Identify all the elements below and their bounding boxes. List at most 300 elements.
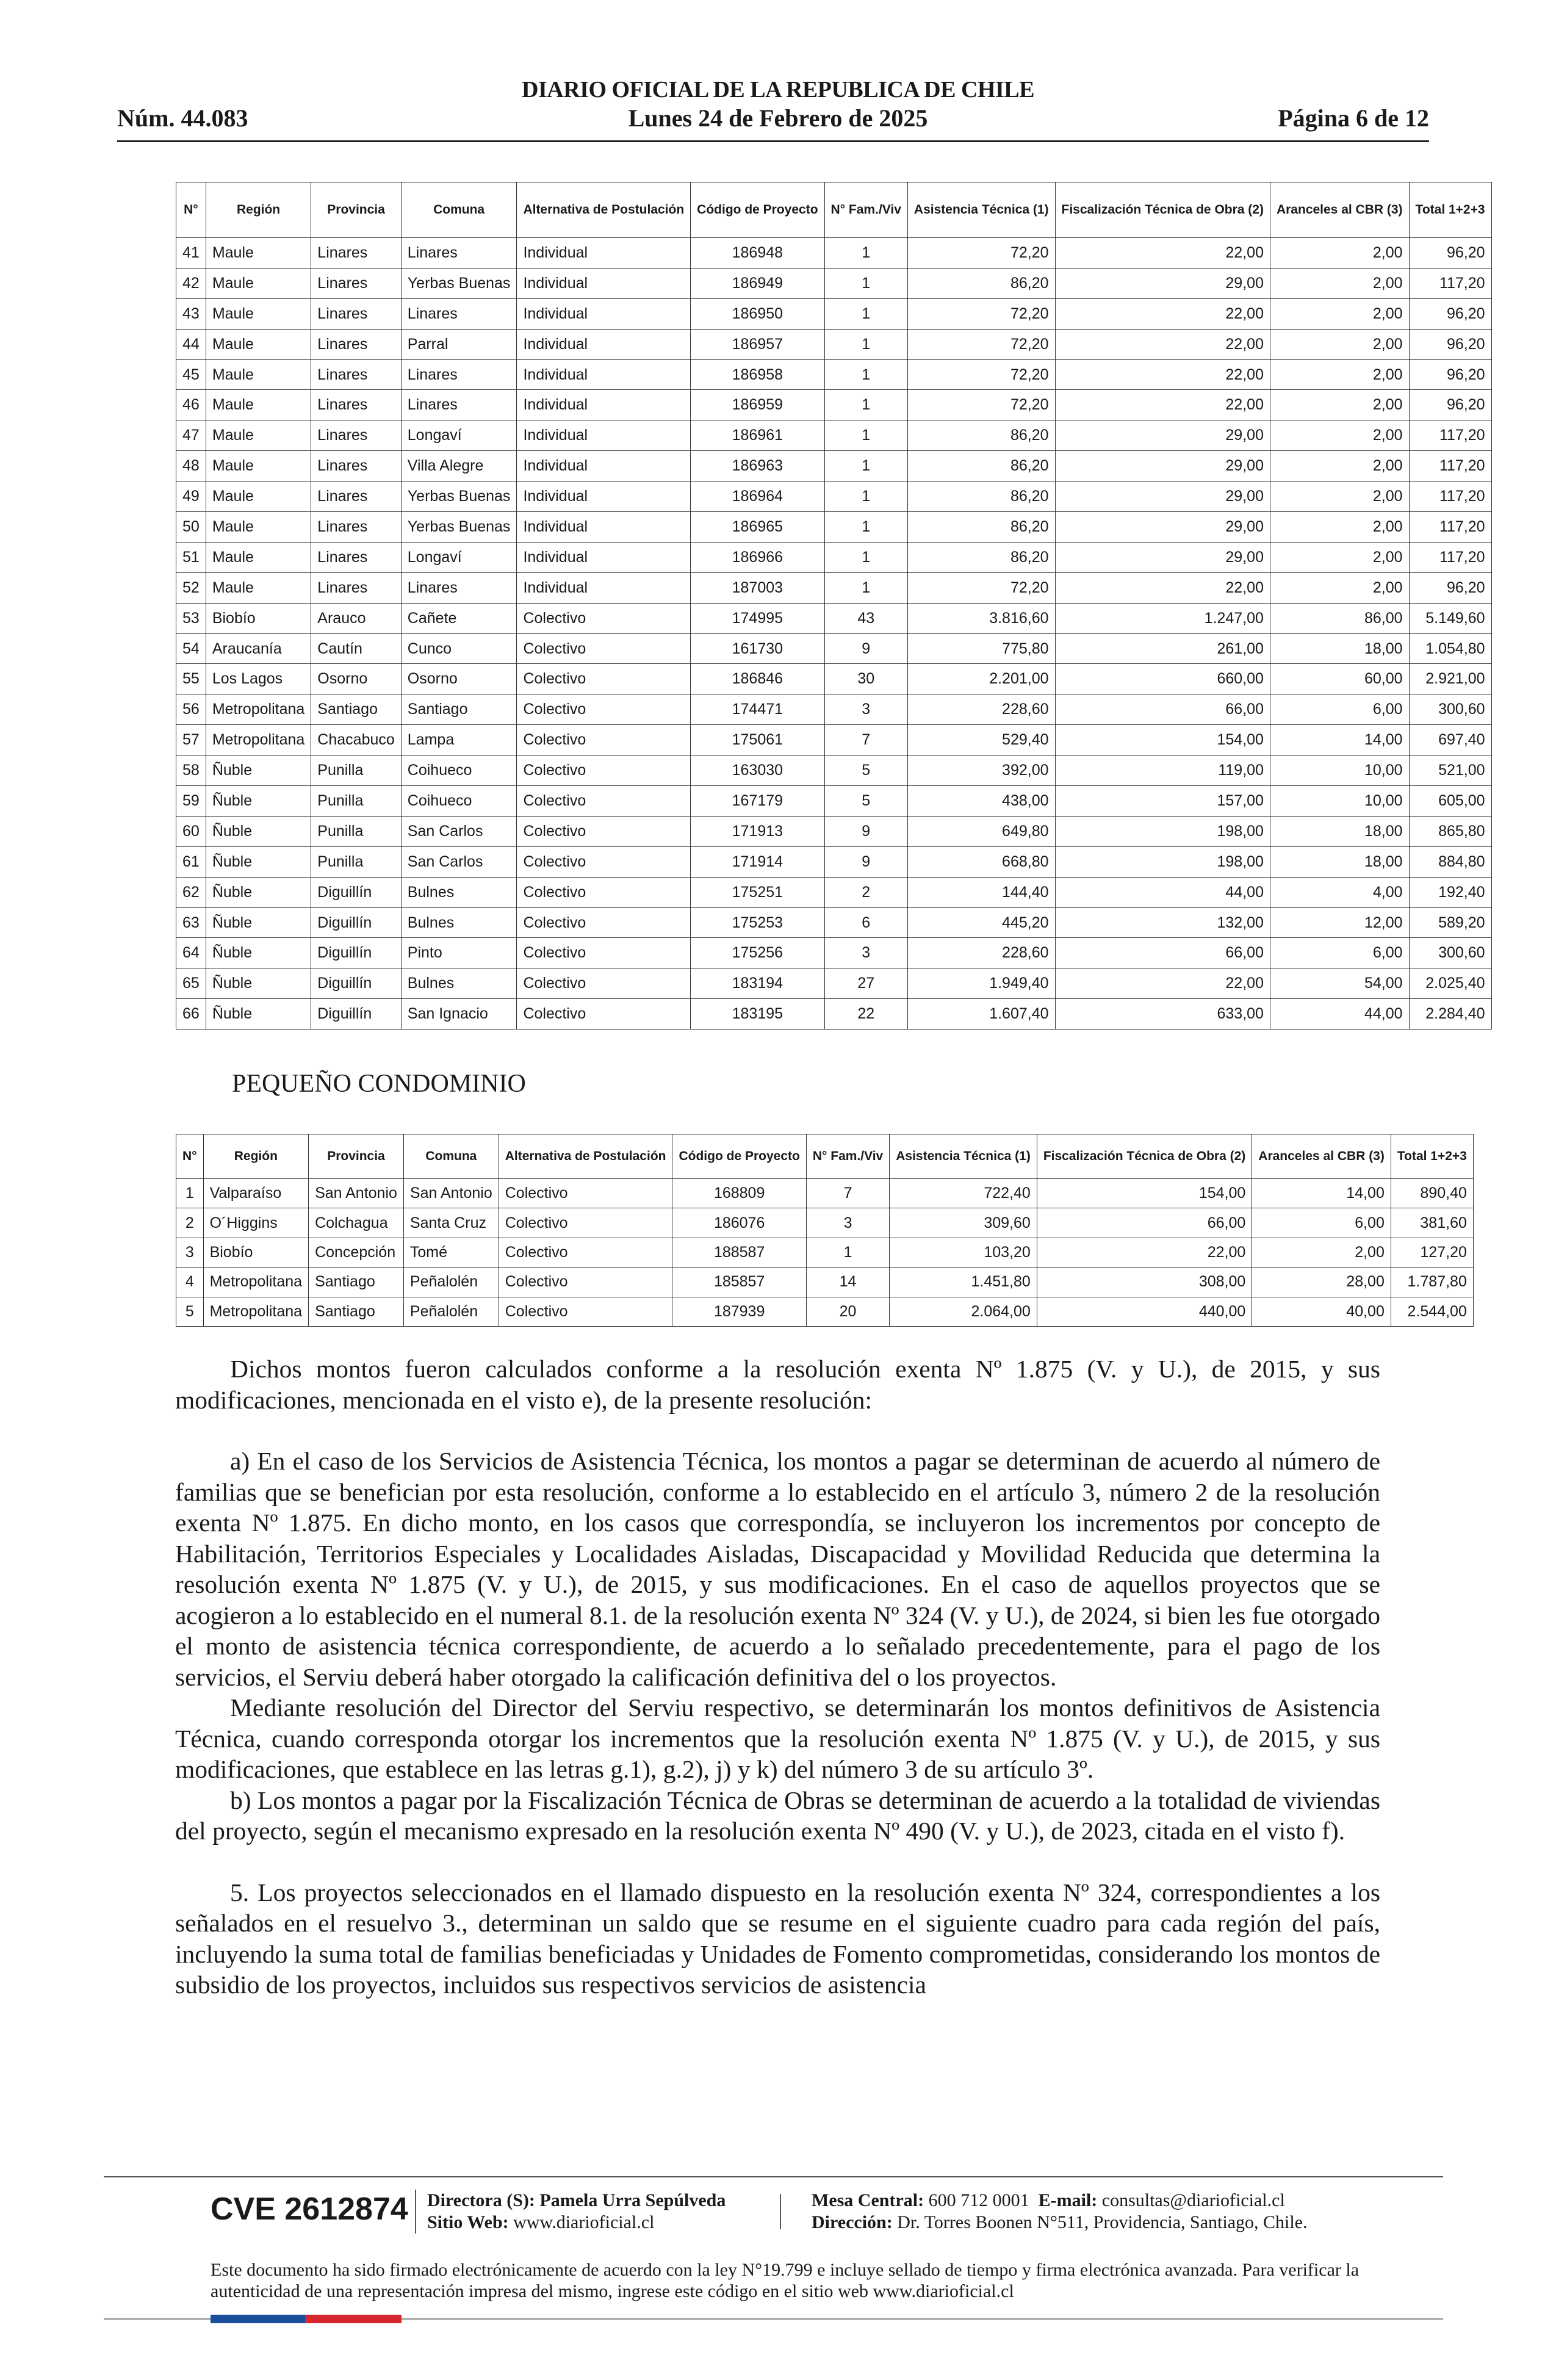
col-alternativa-cell: Individual — [517, 359, 691, 390]
col-alternativa-cell: Colectivo — [499, 1179, 672, 1208]
col-total-cell: 117,20 — [1409, 451, 1491, 481]
col-provincia-header: Provincia — [311, 182, 401, 238]
col-familias-cell: 30 — [824, 664, 907, 694]
col-comuna-cell: San Ignacio — [401, 999, 517, 1030]
col-comuna-cell: San Antonio — [403, 1179, 499, 1208]
col-number-cell: 64 — [176, 938, 206, 968]
col-aranceles-cell: 2,00 — [1270, 390, 1409, 420]
col-total-cell: 2.544,00 — [1391, 1297, 1473, 1326]
col-fiscalizacion-cell: 22,00 — [1055, 968, 1270, 999]
col-total-cell: 96,20 — [1409, 390, 1491, 420]
col-familias-cell: 7 — [806, 1179, 889, 1208]
col-number-cell: 61 — [176, 846, 206, 877]
col-asistencia-cell: 144,40 — [907, 877, 1055, 907]
col-region-cell: Maule — [206, 572, 311, 603]
col-provincia-cell: Punilla — [311, 846, 401, 877]
flag-stripe-blue — [211, 2315, 305, 2323]
col-aranceles-cell: 2,00 — [1270, 481, 1409, 512]
col-comuna-cell: Parral — [401, 329, 517, 359]
col-alternativa-cell: Colectivo — [499, 1208, 672, 1238]
table-row — [176, 694, 1492, 725]
col-alternativa-cell: Individual — [517, 390, 691, 420]
col-asistencia-cell: 3.816,60 — [907, 603, 1055, 633]
col-asistencia-cell: 1.949,40 — [907, 968, 1055, 999]
col-number-cell: 62 — [176, 877, 206, 907]
col-total-cell: 589,20 — [1409, 907, 1491, 938]
table-row — [176, 298, 1492, 329]
col-familias-cell: 1 — [824, 481, 907, 512]
col-provincia-cell: Linares — [311, 542, 401, 572]
col-region-cell: Ñuble — [206, 755, 311, 786]
col-provincia-cell: Chacabuco — [311, 725, 401, 755]
col-total-cell: 381,60 — [1391, 1208, 1473, 1238]
col-alternativa-cell: Individual — [517, 329, 691, 359]
col-region-cell: Araucanía — [206, 633, 311, 664]
col-comuna-cell: San Carlos — [401, 846, 517, 877]
col-fiscalizacion-cell: 633,00 — [1055, 999, 1270, 1030]
col-fiscalizacion-cell: 29,00 — [1055, 542, 1270, 572]
table-row — [176, 664, 1492, 694]
col-aranceles-cell: 54,00 — [1270, 968, 1409, 999]
table-row — [176, 725, 1492, 755]
col-provincia-cell: Linares — [311, 572, 401, 603]
col-aranceles-cell: 2,00 — [1270, 451, 1409, 481]
col-number-cell: 47 — [176, 420, 206, 451]
col-total-cell: 96,20 — [1409, 359, 1491, 390]
col-provincia-cell: Diguillín — [311, 907, 401, 938]
col-number-cell: 58 — [176, 755, 206, 786]
col-total-cell: 117,20 — [1409, 512, 1491, 543]
table-row — [176, 1268, 1474, 1297]
col-fiscalizacion-cell: 22,00 — [1055, 359, 1270, 390]
table-row — [176, 1238, 1474, 1267]
col-alternativa-cell: Individual — [517, 268, 691, 298]
col-codigo-cell: 187939 — [672, 1297, 806, 1326]
col-region-cell: Maule — [206, 420, 311, 451]
col-total-cell: 521,00 — [1409, 755, 1491, 786]
col-number-cell: 49 — [176, 481, 206, 512]
col-region-cell: Maule — [206, 542, 311, 572]
col-total-cell: 890,40 — [1391, 1179, 1473, 1208]
col-provincia-cell: Diguillín — [311, 968, 401, 999]
table-header-row — [176, 182, 1492, 238]
col-provincia-cell: Linares — [311, 359, 401, 390]
col-familias-cell: 5 — [824, 786, 907, 817]
projects-table — [176, 182, 1492, 1030]
col-asistencia-header: Asistencia Técnica (1) — [890, 1134, 1037, 1179]
col-familias-cell: 9 — [824, 816, 907, 846]
col-total-cell: 96,20 — [1409, 238, 1491, 269]
paragraph: 5. Los proyectos seleccionados en el llamado dispuesto en la resolución exenta Nº 324, correspondientes a los señalados en el resuelvo 3., determinan un saldo que se resume en el siguiente cuadro para cada región del país, incluyendo la suma total de familias beneficiadas y Unidades de Fomento comprometidas, considerando los montos de subsidio de los proyectos, incluidos sus respectivos servicios de asistencia — [175, 1878, 1380, 1999]
table-row — [176, 420, 1492, 451]
col-aranceles-cell: 6,00 — [1270, 938, 1409, 968]
col-aranceles-cell: 12,00 — [1270, 907, 1409, 938]
col-comuna-cell: Linares — [401, 572, 517, 603]
col-number-cell: 50 — [176, 512, 206, 543]
pequeno-condominio-table — [176, 1134, 1474, 1327]
col-region-cell: Maule — [206, 359, 311, 390]
col-alternativa-cell: Individual — [517, 512, 691, 543]
mesa-label: Mesa Central: — [812, 2190, 924, 2210]
col-alternativa-cell: Colectivo — [517, 968, 691, 999]
col-total-cell: 300,60 — [1409, 694, 1491, 725]
col-number-cell: 42 — [176, 268, 206, 298]
page-indicator: Página 6 de 12 — [1278, 104, 1429, 132]
col-number-cell: 1 — [176, 1179, 204, 1208]
col-total-cell: 865,80 — [1409, 816, 1491, 846]
col-region-cell: Metropolitana — [206, 725, 311, 755]
col-fiscalizacion-cell: 308,00 — [1037, 1268, 1252, 1297]
col-aranceles-cell: 44,00 — [1270, 999, 1409, 1030]
col-provincia-cell: Linares — [311, 329, 401, 359]
table-row — [176, 329, 1492, 359]
table-row — [176, 907, 1492, 938]
col-aranceles-cell: 2,00 — [1270, 329, 1409, 359]
col-region-cell: Maule — [206, 481, 311, 512]
footer-divider — [415, 2190, 416, 2234]
col-provincia-cell: Linares — [311, 451, 401, 481]
col-codigo-cell: 161730 — [691, 633, 824, 664]
col-fiscalizacion-cell: 29,00 — [1055, 420, 1270, 451]
col-number-cell: 51 — [176, 542, 206, 572]
col-number-cell: 48 — [176, 451, 206, 481]
web-link[interactable]: www.diarioficial.cl — [513, 2212, 655, 2232]
col-fiscalizacion-cell: 198,00 — [1055, 846, 1270, 877]
table-row — [176, 1297, 1474, 1326]
col-asistencia-cell: 2.201,00 — [907, 664, 1055, 694]
col-asistencia-cell: 86,20 — [907, 542, 1055, 572]
col-aranceles-cell: 14,00 — [1270, 725, 1409, 755]
header-rule — [117, 140, 1429, 142]
col-aranceles-cell: 60,00 — [1270, 664, 1409, 694]
col-alternativa-cell: Colectivo — [499, 1297, 672, 1326]
col-provincia-cell: Santiago — [311, 694, 401, 725]
col-comuna-cell: Yerbas Buenas — [401, 512, 517, 543]
col-total-cell: 2.025,40 — [1409, 968, 1491, 999]
col-provincia-cell: Diguillín — [311, 877, 401, 907]
col-fiscalizacion-cell: 119,00 — [1055, 755, 1270, 786]
col-fiscalizacion-cell: 660,00 — [1055, 664, 1270, 694]
col-fiscalizacion-cell: 29,00 — [1055, 481, 1270, 512]
col-total-cell: 127,20 — [1391, 1238, 1473, 1267]
mesa-phone: 600 712 0001 — [928, 2190, 1029, 2210]
table-header-row — [176, 1134, 1474, 1179]
col-aranceles-cell: 2,00 — [1270, 238, 1409, 269]
col-provincia-cell: Cautín — [311, 633, 401, 664]
col-total-cell: 2.284,40 — [1409, 999, 1491, 1030]
col-fiscalizacion-header: Fiscalización Técnica de Obra (2) — [1037, 1134, 1252, 1179]
col-familias-header: N° Fam./Viv — [824, 182, 907, 238]
col-total-cell: 1.054,80 — [1409, 633, 1491, 664]
col-provincia-cell: Linares — [311, 268, 401, 298]
col-familias-cell: 1 — [824, 268, 907, 298]
table-row — [176, 512, 1492, 543]
col-region-cell: Metropolitana — [206, 694, 311, 725]
col-region-header: Región — [203, 1134, 308, 1179]
col-fiscalizacion-cell: 22,00 — [1055, 298, 1270, 329]
col-total-cell: 117,20 — [1409, 481, 1491, 512]
table-row — [176, 786, 1492, 817]
col-codigo-cell: 186948 — [691, 238, 824, 269]
col-region-cell: Ñuble — [206, 877, 311, 907]
col-fiscalizacion-cell: 154,00 — [1037, 1179, 1252, 1208]
col-familias-cell: 1 — [824, 420, 907, 451]
address-label: Dirección: — [812, 2212, 893, 2232]
col-asistencia-cell: 86,20 — [907, 268, 1055, 298]
col-codigo-header: Código de Proyecto — [672, 1134, 806, 1179]
col-fiscalizacion-cell: 22,00 — [1037, 1238, 1252, 1267]
col-codigo-cell: 163030 — [691, 755, 824, 786]
col-comuna-cell: Santiago — [401, 694, 517, 725]
col-asistencia-cell: 86,20 — [907, 512, 1055, 543]
col-asistencia-cell: 228,60 — [907, 938, 1055, 968]
col-comuna-cell: Peñalolén — [403, 1268, 499, 1297]
col-aranceles-cell: 10,00 — [1270, 755, 1409, 786]
col-region-cell: O´Higgins — [203, 1208, 308, 1238]
col-fiscalizacion-cell: 157,00 — [1055, 786, 1270, 817]
col-alternativa-cell: Colectivo — [517, 603, 691, 633]
col-total-cell: 96,20 — [1409, 329, 1491, 359]
table-row — [176, 877, 1492, 907]
col-asistencia-cell: 1.607,40 — [907, 999, 1055, 1030]
col-alternativa-cell: Colectivo — [517, 846, 691, 877]
col-region-header: Región — [206, 182, 311, 238]
col-fiscalizacion-cell: 29,00 — [1055, 268, 1270, 298]
signature-notice: Este documento ha sido firmado electrónicamente de acuerdo con la ley N°19.799 e incluye sellado de tiempo y firma electrónica avanzada. Para verificar la autenticidad de una representación impresa del mismo, ingrese este código en el sitio web www.diarioficial.cl — [211, 2260, 1360, 2301]
col-total-cell: 117,20 — [1409, 542, 1491, 572]
col-total-cell: 192,40 — [1409, 877, 1491, 907]
col-asistencia-cell: 2.064,00 — [890, 1297, 1037, 1326]
col-fiscalizacion-cell: 154,00 — [1055, 725, 1270, 755]
col-alternativa-cell: Colectivo — [517, 664, 691, 694]
col-region-cell: Maule — [206, 238, 311, 269]
col-number-cell: 45 — [176, 359, 206, 390]
col-number-cell: 59 — [176, 786, 206, 817]
col-fiscalizacion-cell: 29,00 — [1055, 512, 1270, 543]
col-familias-cell: 1 — [824, 572, 907, 603]
col-comuna-cell: Cunco — [401, 633, 517, 664]
col-asistencia-cell: 1.451,80 — [890, 1268, 1037, 1297]
table-row — [176, 451, 1492, 481]
col-familias-cell: 1 — [824, 329, 907, 359]
col-familias-cell: 1 — [824, 359, 907, 390]
table-row — [176, 633, 1492, 664]
col-fiscalizacion-cell: 22,00 — [1055, 390, 1270, 420]
table-row — [176, 542, 1492, 572]
col-provincia-cell: San Antonio — [309, 1179, 404, 1208]
col-total-cell: 2.921,00 — [1409, 664, 1491, 694]
col-region-cell: Los Lagos — [206, 664, 311, 694]
col-number-cell: 52 — [176, 572, 206, 603]
col-aranceles-header: Aranceles al CBR (3) — [1252, 1134, 1391, 1179]
col-comuna-cell: Bulnes — [401, 907, 517, 938]
col-alternativa-cell: Colectivo — [499, 1268, 672, 1297]
col-total-cell: 605,00 — [1409, 786, 1491, 817]
col-aranceles-cell: 10,00 — [1270, 786, 1409, 817]
col-comuna-cell: Linares — [401, 359, 517, 390]
col-codigo-cell: 186966 — [691, 542, 824, 572]
col-codigo-cell: 171913 — [691, 816, 824, 846]
col-asistencia-cell: 86,20 — [907, 481, 1055, 512]
col-aranceles-cell: 2,00 — [1270, 359, 1409, 390]
col-asistencia-cell: 529,40 — [907, 725, 1055, 755]
table-row — [176, 572, 1492, 603]
col-region-cell: Biobío — [203, 1238, 308, 1267]
col-fiscalizacion-cell: 22,00 — [1055, 238, 1270, 269]
table-row — [176, 816, 1492, 846]
col-number-cell: 44 — [176, 329, 206, 359]
col-provincia-cell: Concepción — [309, 1238, 404, 1267]
col-aranceles-cell: 6,00 — [1270, 694, 1409, 725]
col-asistencia-cell: 72,20 — [907, 390, 1055, 420]
col-familias-cell: 1 — [824, 542, 907, 572]
col-comuna-cell: Tomé — [403, 1238, 499, 1267]
col-region-cell: Ñuble — [206, 938, 311, 968]
col-comuna-cell: San Carlos — [401, 816, 517, 846]
col-provincia-cell: Arauco — [311, 603, 401, 633]
col-provincia-cell: Linares — [311, 512, 401, 543]
col-comuna-cell: Bulnes — [401, 968, 517, 999]
col-comuna-cell: Yerbas Buenas — [401, 481, 517, 512]
footer-contact-block — [812, 2190, 1308, 2234]
col-asistencia-cell: 72,20 — [907, 329, 1055, 359]
col-familias-cell: 14 — [806, 1268, 889, 1297]
col-total-cell: 117,20 — [1409, 420, 1491, 451]
col-codigo-cell: 187003 — [691, 572, 824, 603]
col-region-cell: Valparaíso — [203, 1179, 308, 1208]
col-asistencia-cell: 775,80 — [907, 633, 1055, 664]
col-total-cell: 884,80 — [1409, 846, 1491, 877]
paragraph: Mediante resolución del Director del Serviu respectivo, se determinarán los montos definitivos de Asistencia Técnica, cuando corresponda otorgar los incrementos que la resolución exenta Nº 1.875 (V. y U.), de 2015, y sus modificaciones, que establece en las letras g.1), g.2), j) y k) del número 3 de su artículo 3º. — [175, 1693, 1380, 1783]
cve-code: CVE 2612874 — [211, 2191, 408, 2227]
col-codigo-cell: 175253 — [691, 907, 824, 938]
col-provincia-cell: Diguillín — [311, 938, 401, 968]
col-region-cell: Maule — [206, 390, 311, 420]
col-codigo-cell: 188587 — [672, 1238, 806, 1267]
col-number-cell: 53 — [176, 603, 206, 633]
col-codigo-cell: 186965 — [691, 512, 824, 543]
col-region-cell: Maule — [206, 512, 311, 543]
col-asistencia-cell: 103,20 — [890, 1238, 1037, 1267]
table-row — [176, 238, 1492, 269]
col-fiscalizacion-cell: 29,00 — [1055, 451, 1270, 481]
col-aranceles-cell: 4,00 — [1270, 877, 1409, 907]
col-codigo-cell: 183194 — [691, 968, 824, 999]
col-familias-cell: 6 — [824, 907, 907, 938]
col-comuna-cell: Linares — [401, 238, 517, 269]
col-aranceles-cell: 2,00 — [1252, 1238, 1391, 1267]
col-fiscalizacion-header: Fiscalización Técnica de Obra (2) — [1055, 182, 1270, 238]
paragraph: Dichos montos fueron calculados conforme a la resolución exenta Nº 1.875 (V. y U.), de 2015, y sus modificaciones, mencionada en el visto e), de la presente resolución: — [175, 1355, 1380, 1414]
col-familias-cell: 1 — [824, 238, 907, 269]
col-codigo-header: Código de Proyecto — [691, 182, 824, 238]
col-comuna-cell: Coihueco — [401, 755, 517, 786]
col-aranceles-cell: 28,00 — [1252, 1268, 1391, 1297]
col-total-cell: 5.149,60 — [1409, 603, 1491, 633]
issue-date: Lunes 24 de Febrero de 2025 — [628, 104, 928, 132]
col-total-cell: 117,20 — [1409, 268, 1491, 298]
col-asistencia-cell: 86,20 — [907, 451, 1055, 481]
col-aranceles-cell: 2,00 — [1270, 512, 1409, 543]
col-region-cell: Ñuble — [206, 786, 311, 817]
col-asistencia-cell: 228,60 — [907, 694, 1055, 725]
email-link[interactable]: consultas@diarioficial.cl — [1101, 2190, 1285, 2210]
col-codigo-cell: 175251 — [691, 877, 824, 907]
col-region-cell: Ñuble — [206, 968, 311, 999]
col-region-cell: Maule — [206, 268, 311, 298]
col-number-cell: 46 — [176, 390, 206, 420]
col-familias-cell: 43 — [824, 603, 907, 633]
col-codigo-cell: 186961 — [691, 420, 824, 451]
col-provincia-cell: Linares — [311, 420, 401, 451]
col-fiscalizacion-cell: 44,00 — [1055, 877, 1270, 907]
col-alternativa-cell: Colectivo — [517, 755, 691, 786]
director-label: Directora (S): — [427, 2190, 535, 2210]
col-fiscalizacion-cell: 66,00 — [1037, 1208, 1252, 1238]
col-comuna-header: Comuna — [403, 1134, 499, 1179]
col-codigo-cell: 186076 — [672, 1208, 806, 1238]
col-aranceles-cell: 14,00 — [1252, 1179, 1391, 1208]
col-comuna-cell: Lampa — [401, 725, 517, 755]
table-row — [176, 481, 1492, 512]
col-asistencia-cell: 72,20 — [907, 238, 1055, 269]
newspaper-title: DIARIO OFICIAL DE LA REPUBLICA DE CHILE — [522, 77, 1034, 103]
col-alternativa-header: Alternativa de Postulación — [517, 182, 691, 238]
col-aranceles-cell: 18,00 — [1270, 846, 1409, 877]
col-familias-cell: 2 — [824, 877, 907, 907]
table-row — [176, 390, 1492, 420]
section-title: PEQUEÑO CONDOMINIO — [232, 1070, 526, 1098]
col-alternativa-cell: Individual — [517, 451, 691, 481]
col-codigo-cell: 174471 — [691, 694, 824, 725]
col-familias-cell: 20 — [806, 1297, 889, 1326]
col-total-cell: 96,20 — [1409, 572, 1491, 603]
col-fiscalizacion-cell: 22,00 — [1055, 329, 1270, 359]
col-total-cell: 96,20 — [1409, 298, 1491, 329]
col-number-cell: 56 — [176, 694, 206, 725]
col-alternativa-cell: Colectivo — [517, 877, 691, 907]
col-familias-header: N° Fam./Viv — [806, 1134, 889, 1179]
col-codigo-cell: 186964 — [691, 481, 824, 512]
table-row — [176, 1179, 1474, 1208]
col-provincia-cell: Linares — [311, 298, 401, 329]
col-total-header: Total 1+2+3 — [1409, 182, 1491, 238]
col-number-header: N° — [176, 182, 206, 238]
col-alternativa-cell: Colectivo — [517, 725, 691, 755]
table-row — [176, 359, 1492, 390]
col-comuna-cell: Longaví — [401, 542, 517, 572]
col-comuna-cell: Linares — [401, 390, 517, 420]
col-fiscalizacion-cell: 1.247,00 — [1055, 603, 1270, 633]
flag-stripe-red — [305, 2315, 402, 2323]
col-region-cell: Metropolitana — [203, 1297, 308, 1326]
table-row — [176, 999, 1492, 1030]
col-asistencia-cell: 392,00 — [907, 755, 1055, 786]
col-total-cell: 1.787,80 — [1391, 1268, 1473, 1297]
address-value: Dr. Torres Boonen N°511, Providencia, Santiago, Chile. — [897, 2212, 1308, 2232]
col-comuna-cell: Osorno — [401, 664, 517, 694]
col-fiscalizacion-cell: 66,00 — [1055, 694, 1270, 725]
col-asistencia-cell: 72,20 — [907, 298, 1055, 329]
body-text — [175, 1354, 1380, 2000]
col-alternativa-cell: Individual — [517, 238, 691, 269]
col-number-cell: 5 — [176, 1297, 204, 1326]
col-alternativa-cell: Colectivo — [517, 694, 691, 725]
col-number-cell: 2 — [176, 1208, 204, 1238]
table-row — [176, 755, 1492, 786]
col-asistencia-header: Asistencia Técnica (1) — [907, 182, 1055, 238]
col-familias-cell: 3 — [824, 938, 907, 968]
